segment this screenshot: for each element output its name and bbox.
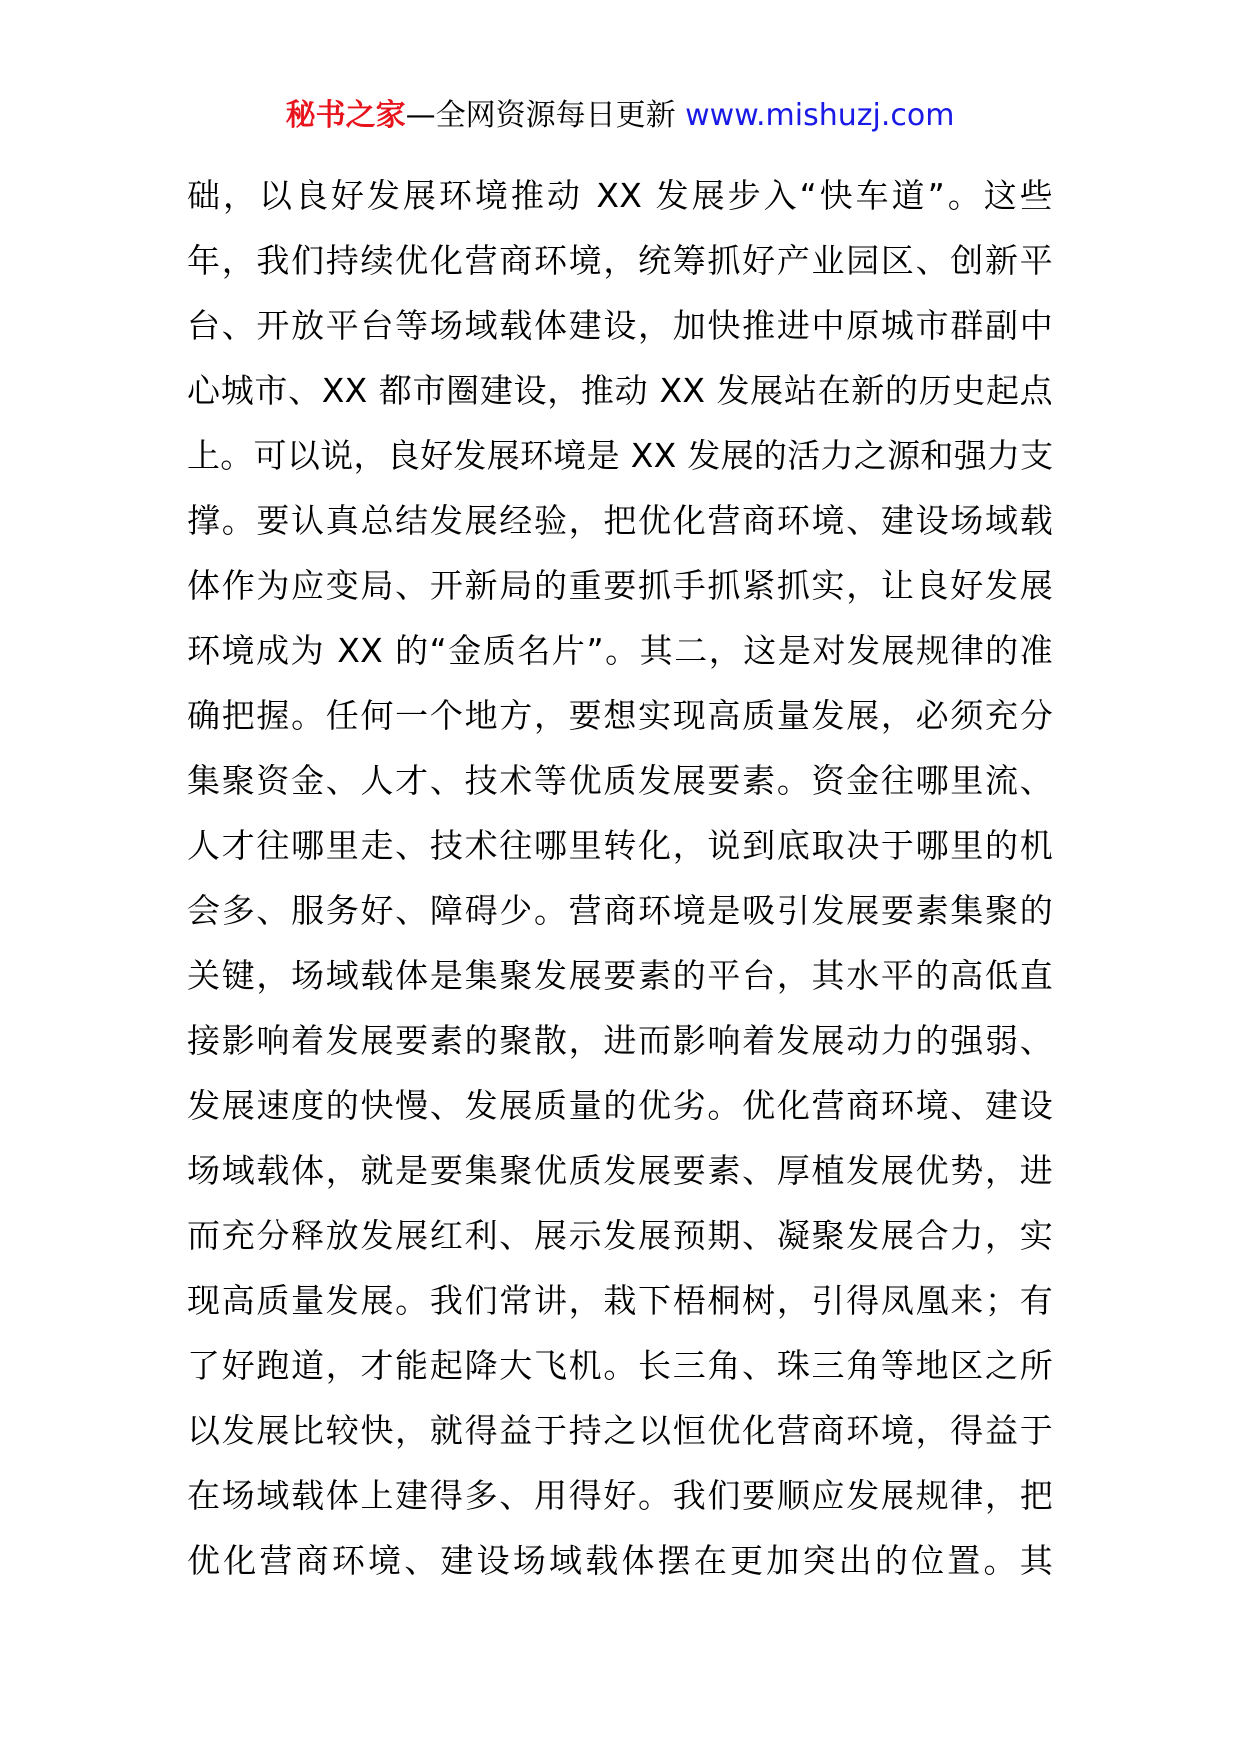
body-line: 撑。要认真总结发展经验，把优化营商环境、建设场域载 [187,501,1053,540]
body-line: 上。可以说，良好发展环境是 XX 发展的活力之源和强力支 [187,436,1054,475]
body-line: 场域载体，就是要集聚优质发展要素、厚植发展优势，进 [187,1151,1053,1190]
body-line: 确把握。任何一个地方，要想实现高质量发展，必须充分 [187,696,1053,735]
body-line: 台、开放平台等场域载体建设，加快推进中原城市群副中 [187,306,1053,345]
document-body [187,163,1053,1593]
body-line: 环境成为 XX 的“金质名片”。其二，这是对发展规律的准 [187,631,1053,670]
brand-name: 秘书之家 [285,98,406,133]
page-header [0,96,1240,136]
body-line: 接影响着发展要素的聚散，进而影响着发展动力的强弱、 [187,1021,1053,1060]
body-line: 人才往哪里走、技术往哪里转化，说到底取决于哪里的机 [187,826,1053,865]
body-line: 体作为应变局、开新局的重要抓手抓紧抓实，让良好发展 [187,566,1053,605]
body-line: 现高质量发展。我们常讲，栽下梧桐树，引得凤凰来；有 [187,1281,1053,1320]
header-slogan: —全网资源每日更新 [405,98,676,133]
body-line: 关键，场域载体是集聚发展要素的平台，其水平的高低直 [187,956,1053,995]
body-line: 础，以良好发展环境推动 XX 发展步入“快车道”。这些 [187,176,1053,215]
body-line: 以发展比较快，就得益于持之以恒优化营商环境，得益于 [187,1411,1053,1450]
body-line: 发展速度的快慢、发展质量的优劣。优化营商环境、建设 [187,1086,1053,1125]
body-line: 而充分释放发展红利、展示发展预期、凝聚发展合力，实 [187,1216,1053,1255]
site-url-link[interactable]: www.mishuzj.com [685,98,955,133]
body-line: 会多、服务好、障碍少。营商环境是吸引发展要素集聚的 [187,891,1053,930]
body-line: 优化营商环境、建设场域载体摆在更加突出的位置。其 [187,1541,1053,1580]
body-line: 年，我们持续优化营商环境，统筹抓好产业园区、创新平 [187,241,1053,280]
body-line: 集聚资金、人才、技术等优质发展要素。资金往哪里流、 [187,761,1053,800]
body-line: 在场域载体上建得多、用得好。我们要顺应发展规律，把 [187,1476,1053,1515]
body-line: 了好跑道，才能起降大飞机。长三角、珠三角等地区之所 [187,1346,1053,1385]
body-line: 心城市、XX 都市圈建设，推动 XX 发展站在新的历史起点 [187,371,1053,410]
